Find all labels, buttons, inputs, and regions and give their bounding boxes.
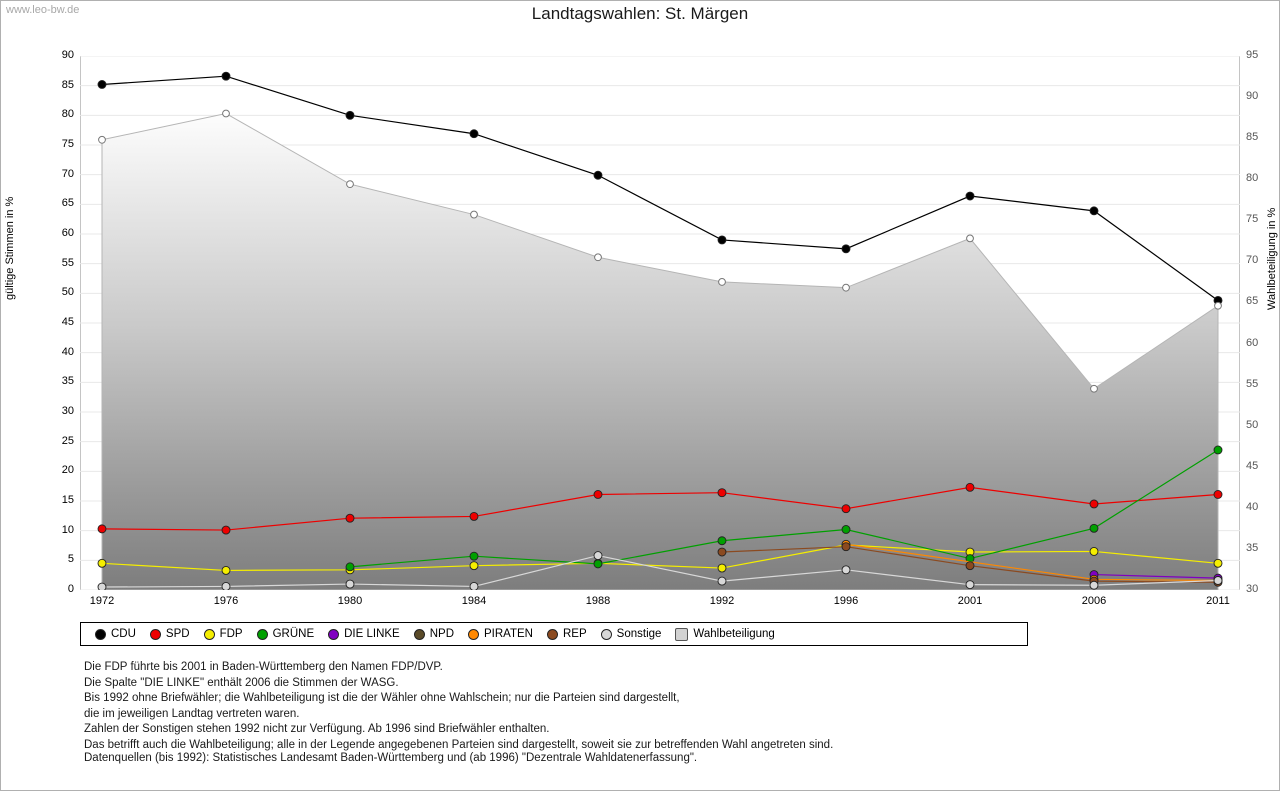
legend-label: NPD bbox=[429, 628, 454, 640]
series-point-fdp bbox=[222, 566, 230, 574]
chart-source: Datenquellen (bis 1992): Statistisches Landesamt Baden-Württemberg und (ab 1996) "Dezentrale Wahldatenerfassung". bbox=[84, 752, 698, 764]
legend-item-fdp[interactable] bbox=[204, 628, 243, 640]
series-point-grüne bbox=[1214, 446, 1222, 454]
y-tick-right: 95 bbox=[1246, 49, 1259, 61]
note-line: Die Spalte "DIE LINKE" enthält 2006 die Stimmen der WASG. bbox=[84, 676, 399, 689]
y-axis-label-right: Wahlbeteiligung in % bbox=[1266, 207, 1278, 310]
series-point-wahlbeteiligung bbox=[347, 181, 354, 188]
x-tick-label: 1996 bbox=[833, 595, 859, 607]
series-point-sonstige bbox=[718, 577, 726, 585]
y-tick-left: 65 bbox=[61, 197, 74, 210]
y-tick-left: 70 bbox=[61, 167, 74, 180]
series-point-wahlbeteiligung bbox=[471, 211, 478, 218]
series-point-wahlbeteiligung bbox=[223, 110, 230, 117]
legend-marker-icon bbox=[257, 629, 268, 640]
y-axis-label-left: gültige Stimmen in % bbox=[4, 196, 16, 300]
series-point-wahlbeteiligung bbox=[595, 254, 602, 261]
legend-label: Sonstige bbox=[616, 628, 662, 640]
series-point-wahlbeteiligung bbox=[967, 235, 974, 242]
note-line: Bis 1992 ohne Briefwähler; die Wahlbeteiligung ist die der Wähler ohne Wahlschein; nur die Parteien sind dargestellt, bbox=[84, 692, 680, 705]
series-point-grüne bbox=[470, 552, 478, 560]
series-point-grüne bbox=[842, 525, 850, 533]
y-tick-left: 30 bbox=[61, 405, 74, 417]
x-tick-label: 2006 bbox=[1081, 595, 1107, 607]
y-tick-left: 40 bbox=[61, 345, 74, 358]
series-point-grüne bbox=[1090, 524, 1098, 532]
series-point-cdu bbox=[346, 111, 354, 119]
legend-label: DIE LINKE bbox=[344, 628, 400, 640]
y-tick-left: 60 bbox=[61, 227, 74, 239]
legend-marker-icon bbox=[547, 629, 558, 640]
chart-legend bbox=[80, 622, 1028, 646]
legend-label: Wahlbeteiligung bbox=[693, 628, 775, 640]
legend-item-die-linke[interactable] bbox=[328, 628, 400, 640]
y-tick-right: 30 bbox=[1246, 583, 1259, 595]
legend-marker-icon bbox=[328, 629, 339, 640]
y-tick-right: 65 bbox=[1246, 295, 1259, 308]
legend-label: REP bbox=[563, 628, 587, 640]
legend-item-piraten[interactable] bbox=[468, 628, 533, 640]
series-point-fdp bbox=[718, 564, 726, 572]
series-point-spd bbox=[98, 525, 106, 533]
series-point-spd bbox=[718, 489, 726, 497]
y-tick-right: 85 bbox=[1246, 131, 1259, 144]
series-point-cdu bbox=[98, 80, 106, 88]
y-tick-right: 50 bbox=[1246, 418, 1259, 431]
series-point-sonstige bbox=[842, 566, 850, 574]
series-point-fdp bbox=[98, 559, 106, 567]
y-tick-left: 45 bbox=[61, 316, 74, 328]
watermark: www.leo-bw.de bbox=[6, 4, 80, 16]
x-tick-label: 1984 bbox=[461, 595, 487, 607]
note-line: Das betrifft auch die Wahlbeteiligung; alle in der Legende angegebenen Parteien sind dargestellt, soweit sie zur betreffenden Wahl angetreten sind. bbox=[84, 738, 834, 751]
series-point-sonstige bbox=[470, 582, 478, 590]
legend-label: PIRATEN bbox=[484, 628, 533, 640]
y-tick-right: 70 bbox=[1246, 254, 1259, 267]
y-tick-left: 75 bbox=[61, 138, 74, 150]
y-tick-left: 0 bbox=[67, 583, 74, 595]
note-line: die im jeweiligen Landtag vertreten waren. bbox=[84, 707, 300, 720]
y-tick-left: 80 bbox=[61, 108, 74, 121]
y-tick-left: 25 bbox=[61, 434, 74, 447]
legend-item-wahlbeteiligung[interactable] bbox=[675, 628, 774, 641]
series-point-sonstige bbox=[1090, 581, 1098, 589]
series-point-grüne bbox=[346, 563, 354, 571]
legend-item-npd[interactable] bbox=[414, 628, 454, 640]
y-tick-right: 75 bbox=[1246, 213, 1259, 226]
y-tick-right: 35 bbox=[1246, 541, 1259, 554]
chart-notes bbox=[84, 660, 833, 754]
legend-marker-icon bbox=[414, 629, 425, 640]
series-point-sonstige bbox=[594, 552, 602, 560]
series-point-wahlbeteiligung bbox=[843, 284, 850, 291]
series-point-cdu bbox=[222, 72, 230, 80]
legend-marker-icon bbox=[468, 629, 479, 640]
series-point-cdu bbox=[1090, 207, 1098, 215]
series-point-wahlbeteiligung bbox=[1215, 302, 1222, 309]
legend-item-sonstige[interactable] bbox=[601, 628, 662, 640]
y-tick-right: 45 bbox=[1246, 459, 1259, 472]
series-point-wahlbeteiligung bbox=[719, 279, 726, 286]
series-point-cdu bbox=[966, 192, 974, 200]
y-tick-left: 5 bbox=[67, 553, 74, 566]
series-point-cdu bbox=[470, 130, 478, 138]
y-tick-left: 50 bbox=[61, 286, 74, 299]
y-tick-right: 90 bbox=[1246, 90, 1259, 103]
y-tick-left: 35 bbox=[61, 375, 74, 388]
page-title: Landtagswahlen: St. Märgen bbox=[531, 4, 749, 23]
legend-item-spd[interactable] bbox=[150, 628, 190, 640]
x-tick-label: 1980 bbox=[337, 595, 363, 607]
legend-marker-icon bbox=[150, 629, 161, 640]
series-point-grüne bbox=[718, 537, 726, 545]
series-point-rep bbox=[966, 562, 974, 570]
series-point-spd bbox=[966, 483, 974, 491]
series-point-sonstige bbox=[346, 580, 354, 588]
series-point-spd bbox=[222, 526, 230, 534]
legend-label: CDU bbox=[111, 628, 136, 640]
series-point-spd bbox=[842, 505, 850, 513]
series-point-wahlbeteiligung bbox=[1091, 385, 1098, 392]
series-point-sonstige bbox=[1214, 577, 1222, 585]
series-point-spd bbox=[1214, 490, 1222, 498]
x-tick-label: 1992 bbox=[709, 595, 735, 607]
y-tick-right: 40 bbox=[1246, 500, 1259, 513]
x-tick-label: 1976 bbox=[213, 595, 239, 607]
series-point-spd bbox=[594, 490, 602, 498]
legend-item-rep[interactable] bbox=[547, 628, 587, 640]
series-point-spd bbox=[346, 514, 354, 522]
legend-marker-icon bbox=[601, 629, 612, 640]
x-tick-label: 2011 bbox=[1206, 595, 1230, 607]
y-tick-right: 60 bbox=[1246, 336, 1259, 349]
y-tick-right: 80 bbox=[1246, 172, 1259, 185]
legend-label: SPD bbox=[165, 628, 190, 640]
series-point-fdp bbox=[1214, 559, 1222, 567]
x-tick-label: 1988 bbox=[585, 595, 611, 607]
series-point-spd bbox=[470, 512, 478, 520]
legend-label: FDP bbox=[219, 628, 243, 640]
series-point-sonstige bbox=[222, 582, 230, 590]
y-tick-left: 10 bbox=[61, 523, 74, 536]
y-tick-left: 85 bbox=[61, 78, 74, 91]
series-point-sonstige bbox=[966, 581, 974, 589]
series-point-rep bbox=[718, 548, 726, 556]
series-point-cdu bbox=[842, 245, 850, 253]
series-point-spd bbox=[1090, 500, 1098, 508]
series-point-wahlbeteiligung bbox=[99, 136, 106, 143]
y-tick-right: 55 bbox=[1246, 377, 1259, 390]
legend-label: GRÜNE bbox=[272, 628, 315, 640]
legend-marker-icon bbox=[95, 629, 106, 640]
plot-area bbox=[61, 49, 1259, 607]
plot-svg bbox=[80, 56, 1240, 590]
series-point-fdp bbox=[1090, 547, 1098, 555]
series-point-rep bbox=[842, 543, 850, 551]
series-point-cdu bbox=[718, 236, 726, 244]
series-point-sonstige bbox=[98, 583, 106, 590]
note-line: Zahlen der Sonstigen stehen 1992 nicht zur Verfügung. Ab 1996 sind Briefwähler enthalten. bbox=[84, 723, 550, 736]
x-tick-label: 1972 bbox=[89, 595, 115, 607]
y-tick-left: 90 bbox=[61, 49, 74, 61]
y-tick-left: 55 bbox=[61, 256, 74, 269]
legend-item-cdu[interactable] bbox=[95, 628, 136, 640]
note-line: Die FDP führte bis 2001 in Baden-Württemberg den Namen FDP/DVP. bbox=[84, 661, 443, 673]
series-point-grüne bbox=[594, 560, 602, 568]
y-tick-left: 20 bbox=[61, 464, 74, 477]
legend-item-grüne[interactable] bbox=[257, 628, 315, 640]
y-tick-left: 15 bbox=[61, 494, 74, 506]
series-point-fdp bbox=[470, 562, 478, 570]
series-point-cdu bbox=[594, 171, 602, 179]
legend-marker-icon bbox=[675, 628, 688, 641]
legend-marker-icon bbox=[204, 629, 215, 640]
x-tick-label: 2001 bbox=[957, 595, 983, 607]
